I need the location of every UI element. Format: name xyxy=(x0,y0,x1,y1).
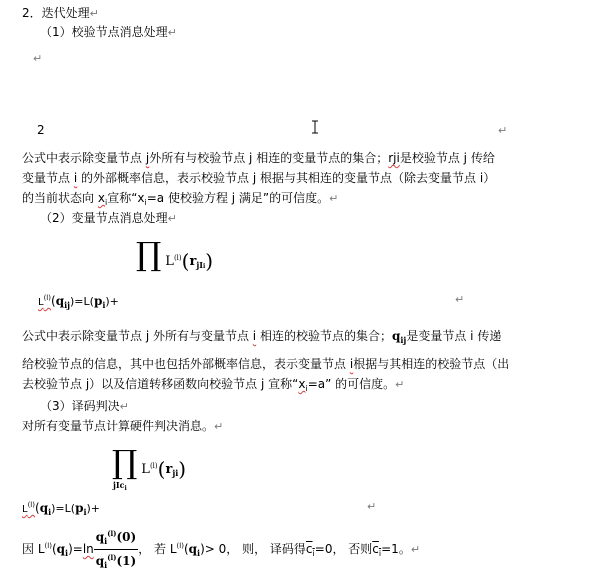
paragraph-mark: ↵ xyxy=(329,192,339,205)
text-span: 公式中表示除变量节点 j 外所有与变量节点 xyxy=(22,329,249,343)
text-span: ij xyxy=(64,300,71,310)
text-span: 去校验节点 j）以及信道转移函数向校验节点 j 宣称“ xyxy=(22,377,299,391)
text-span: =a 使校验方程 j 满足”的可信度。 xyxy=(146,191,330,205)
text-span: 变量节点 xyxy=(22,171,71,185)
product-symbol: ∏ xyxy=(136,235,162,273)
text-span: 传给 xyxy=(470,151,495,165)
text-span: j xyxy=(196,260,200,270)
paragraph-mark-line xyxy=(498,122,507,139)
text-span: q xyxy=(95,530,105,544)
product-formula-2: ∏ $L^{(l)}(r_{ji})$ xyxy=(112,443,187,481)
text-span: (l) xyxy=(44,542,52,550)
equation-1: $L^{(l)}(q_{ij})=L(p_i)+$ xyxy=(38,294,119,310)
paragraph-mark: ↵ xyxy=(167,212,177,225)
text-span: i xyxy=(349,357,354,371)
paragraph-mark: ↵ xyxy=(498,124,508,137)
text-span: i xyxy=(73,171,78,185)
paragraph-1-line-2 xyxy=(22,170,495,186)
subheading-1-text: （1）校验节点消息处理 xyxy=(40,25,168,39)
text-span: x xyxy=(298,377,306,391)
text-span: p xyxy=(75,501,84,515)
text-span: )> 0， 则， 译码得 xyxy=(200,542,306,556)
text-span: (l) xyxy=(107,529,117,538)
text-span: x xyxy=(137,191,145,205)
text-span: i xyxy=(104,536,108,546)
text-span: i xyxy=(312,549,315,558)
text-span: p xyxy=(93,294,103,308)
text-span: L xyxy=(38,297,44,308)
text-span: (l) xyxy=(173,254,182,262)
text-span: rji xyxy=(388,151,400,165)
text-span: i xyxy=(252,329,257,343)
text-span: i xyxy=(378,549,382,558)
text-span: 传递 xyxy=(477,329,502,343)
text-span: 宣称“ xyxy=(107,191,138,205)
text-span: q xyxy=(56,542,66,556)
text-span: j xyxy=(252,171,257,185)
text-span: i xyxy=(202,263,206,270)
text-span: i xyxy=(197,548,201,558)
subheading-3 xyxy=(40,398,129,415)
paragraph-mark: ↵ xyxy=(167,26,177,39)
text-span: I xyxy=(199,260,203,270)
text-span: q xyxy=(391,329,401,343)
text-span: ， 若 L xyxy=(138,542,177,556)
text-span: 根据与其相连的变量节点（除去变量节点 xyxy=(260,171,477,185)
section-heading xyxy=(22,5,99,22)
subheading-3-text: （3）译码判决 xyxy=(40,399,120,413)
text-span: (l) xyxy=(149,462,158,470)
text-span: i xyxy=(124,485,127,492)
text-span: 的外部概率信息，表示校验节点 xyxy=(81,171,250,185)
paragraph-1-line-1 xyxy=(22,150,495,166)
paragraph-mark: ↵ xyxy=(455,293,465,306)
subheading-2-text: （2）变量节点消息处理 xyxy=(40,211,168,225)
text-span: (0) xyxy=(116,530,137,544)
text-span: (l) xyxy=(176,542,184,550)
text-span: 根据与其相连的校验节点（出 xyxy=(353,357,510,371)
text-span: j xyxy=(145,151,150,165)
text-span: c xyxy=(305,542,313,556)
text-span: q xyxy=(95,554,105,568)
text-span: i xyxy=(104,198,108,207)
paragraph-mark: ↵ xyxy=(119,400,129,413)
text-span: i xyxy=(102,300,106,310)
text-span: (l) xyxy=(27,501,35,509)
text-span: i xyxy=(305,384,308,393)
paragraph-1-line-3 xyxy=(22,190,338,211)
text-span: )=L( xyxy=(51,502,76,515)
text-span: r xyxy=(189,254,197,269)
paragraph-2-line-2 xyxy=(22,356,509,372)
empty-line-mark xyxy=(33,50,42,67)
text-span: )+ xyxy=(86,502,101,515)
text-span: x xyxy=(97,191,105,205)
paragraph-mark: ↵ xyxy=(395,378,405,391)
text-span: q xyxy=(188,542,198,556)
text-span: =a” 的可信度。 xyxy=(307,377,396,391)
product-formula-1: ∏ $L^{(l)}(r_{jIi})$ xyxy=(136,235,214,273)
text-span: )=L( xyxy=(70,295,94,308)
text-span: i xyxy=(144,198,147,207)
text-span: =0， 否则 xyxy=(314,542,373,556)
subheading-2 xyxy=(40,210,177,227)
heading-text: 2．迭代处理 xyxy=(22,6,90,20)
text-span: )= xyxy=(68,542,83,556)
text-span: j xyxy=(249,151,253,165)
subheading-1 xyxy=(40,24,177,41)
text-span: ln xyxy=(82,542,94,556)
text-span: (l) xyxy=(107,553,117,562)
text-span: 是变量节点 xyxy=(406,329,467,343)
text-span: =1。 xyxy=(381,542,411,556)
text-span: i xyxy=(83,507,87,517)
paragraph-mark-line xyxy=(455,291,464,308)
likelihood-ratio-fraction xyxy=(94,526,138,573)
paragraph-mark: ↵ xyxy=(33,52,43,65)
text-span: 相连的校验节点的集合； xyxy=(259,329,392,343)
text-span: 外所有与校验节点 xyxy=(149,151,246,165)
equation-number xyxy=(37,122,45,138)
text-cursor-icon xyxy=(310,120,320,134)
text-span: 的当前状态向 xyxy=(22,191,95,205)
text-span: 公式中表示除变量节点 xyxy=(22,151,143,165)
text-span: )+ xyxy=(105,295,119,308)
text-span: 因 L xyxy=(22,542,45,556)
text-span: (l) xyxy=(43,294,51,302)
text-span: i） xyxy=(479,171,496,185)
paragraph-2-line-1 xyxy=(22,328,501,348)
text-span: i xyxy=(65,548,69,558)
text-span: j xyxy=(463,151,468,165)
text-span: 相连的变量节点的集合； xyxy=(256,151,389,165)
product-2-lower-index xyxy=(113,480,127,494)
paragraph-mark: ↵ xyxy=(410,543,421,556)
decide-line xyxy=(22,418,223,435)
paragraph-2-line-3 xyxy=(22,376,404,397)
decide-line-text: 对所有变量节点计算硬件判决消息。 xyxy=(22,419,215,433)
text-span: i xyxy=(104,560,108,570)
equation-2: $L^{(l)}(q_i)=L(p_i)+$ xyxy=(22,501,101,517)
text-span: i xyxy=(470,329,474,343)
paragraph-mark: ↵ xyxy=(367,500,377,513)
text-span: 给校验节点的信息，其中也包括外部概率信息，表示变量节点 xyxy=(22,357,347,371)
equation-number-text: 2 xyxy=(37,123,45,137)
text-span: L xyxy=(165,254,174,269)
text-span: i xyxy=(48,507,52,517)
text-span: jIc xyxy=(113,480,125,490)
text-span: 是校验节点 xyxy=(399,151,460,165)
product-symbol: ∏ xyxy=(112,443,138,481)
text-span: q xyxy=(55,294,65,308)
text-span: q xyxy=(39,501,49,515)
text-span: ji xyxy=(172,468,179,478)
text-span: c xyxy=(372,542,379,556)
text-span: ij xyxy=(400,335,407,345)
text-span: r xyxy=(165,462,173,477)
text-span: L xyxy=(22,504,28,515)
final-decision-line: 因 $L^{(l)}(q_i)=\ln$ $\frac{q_i^{(l)}(0)}{q_i^{(l)}(1)}$ ， 若 $L^{(l)}(q_i)> 0$， 则， 译码得$c_i=0$， 否则$c_i=1$。↵ xyxy=(22,526,420,574)
paragraph-mark: ↵ xyxy=(89,7,99,20)
text-span: L xyxy=(141,462,150,477)
paragraph-mark-line xyxy=(367,498,376,515)
text-span: (1) xyxy=(116,554,137,568)
paragraph-mark: ↵ xyxy=(214,420,224,433)
